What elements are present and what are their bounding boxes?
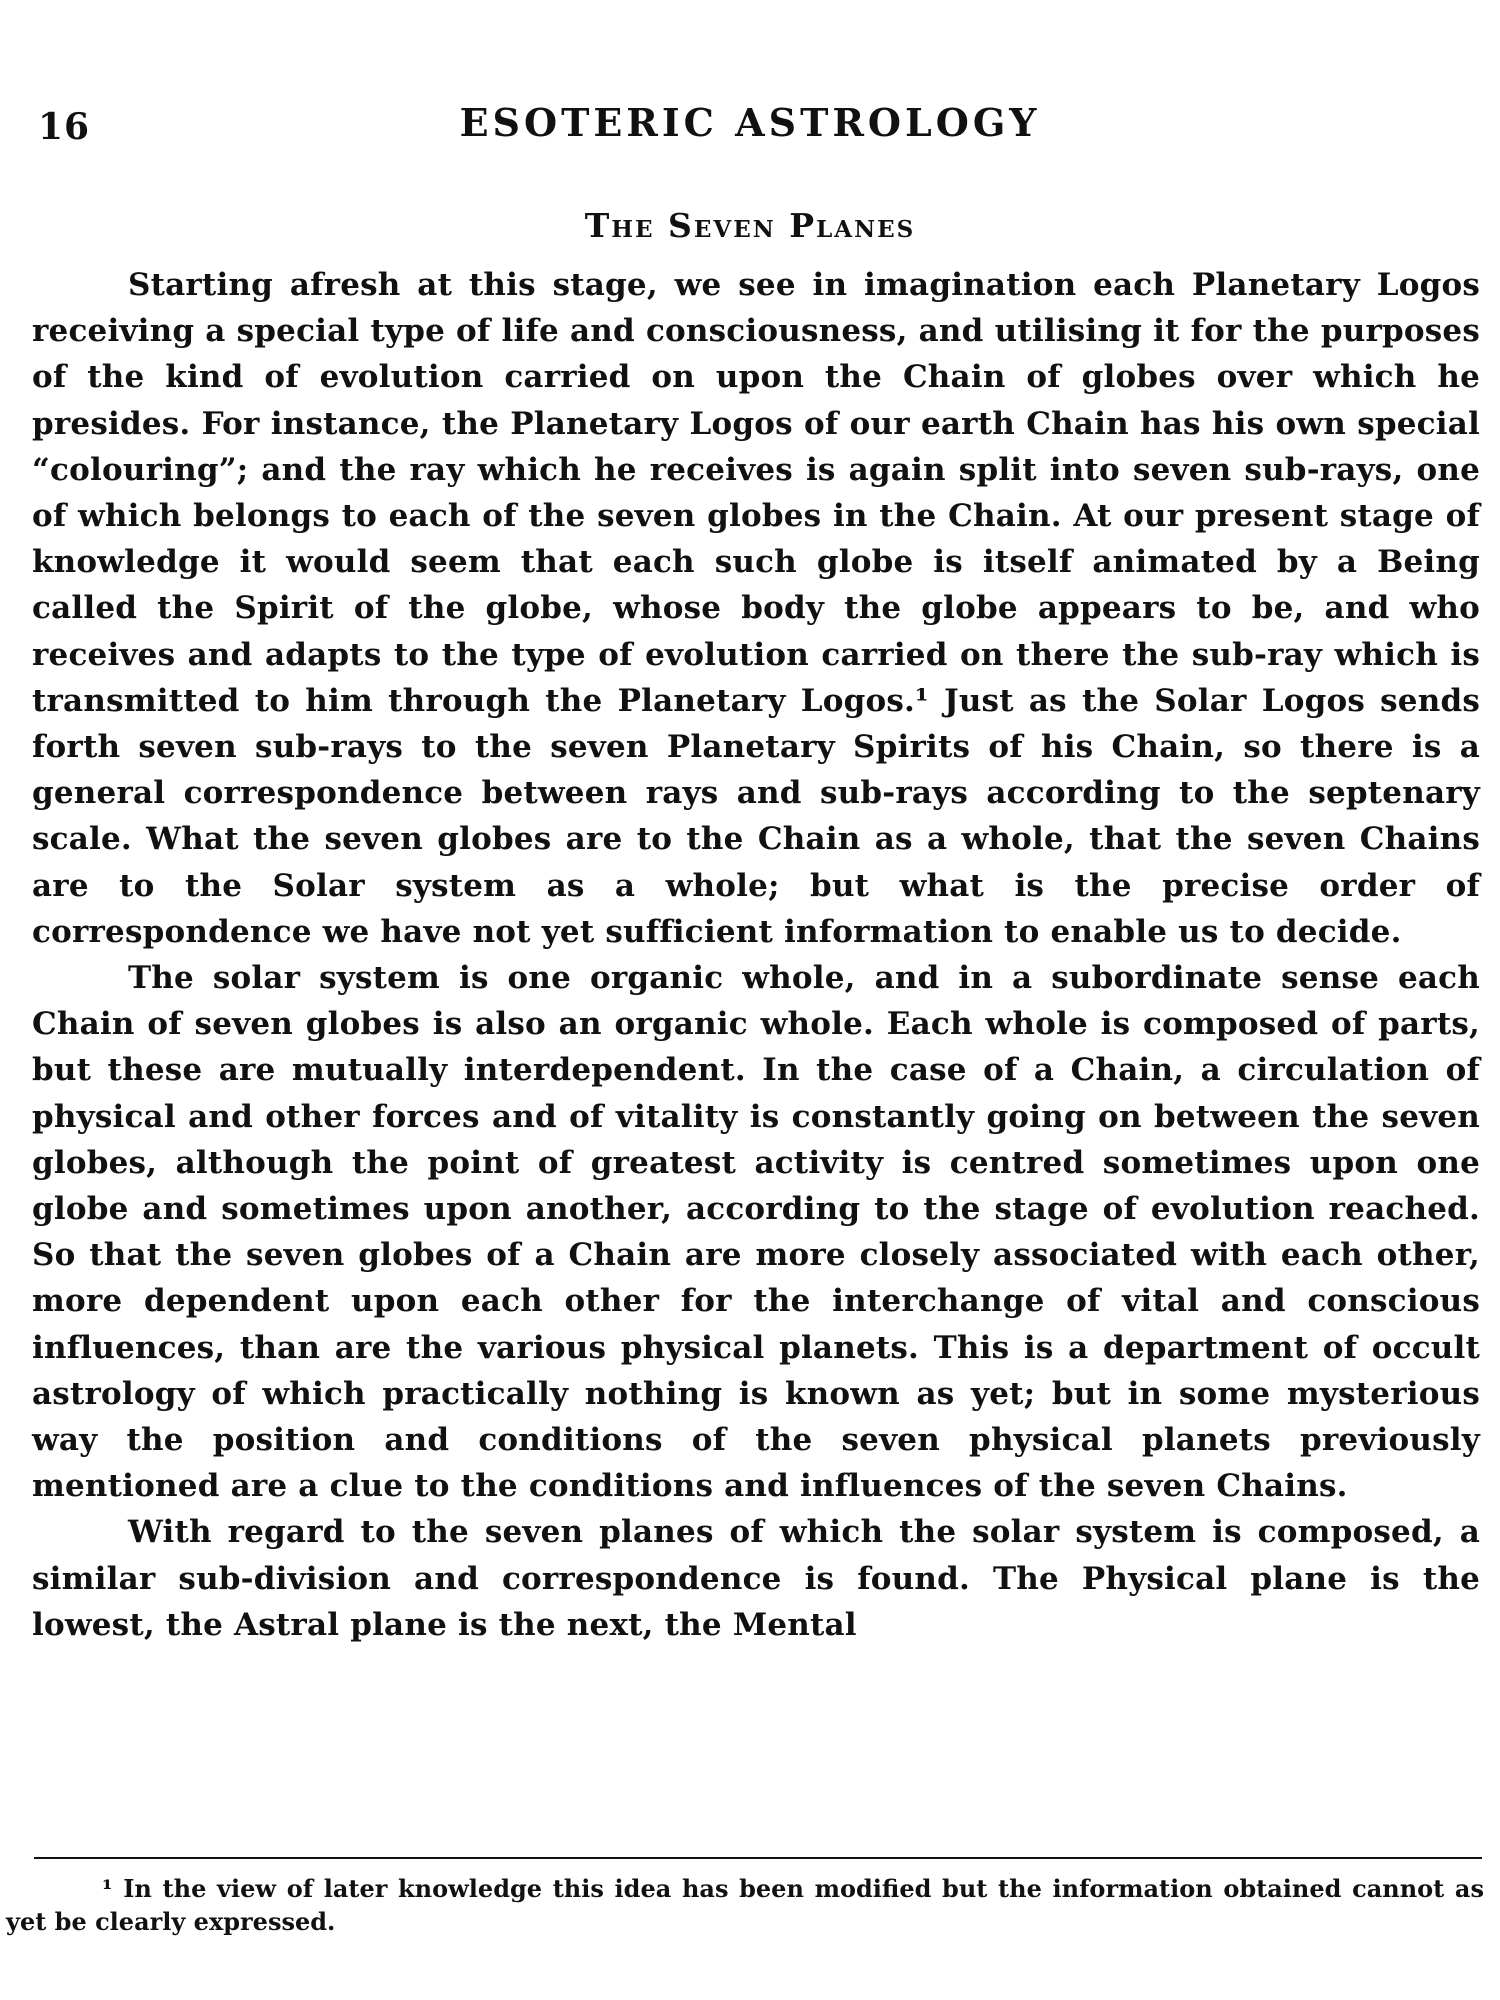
paragraph-3: With regard to the seven planes of which the solar system is composed, a similar sub-division and correspondence is found. The Physical plane is the lowest, the Astral plane is the next, the Mental [32, 1514, 1480, 1643]
footnote: ¹ In the view of later knowledge this idea has been modified but the information obtained cannot as yet be clearly expressed. [6, 1874, 1484, 1936]
footnote-rule [34, 1857, 1482, 1859]
section-title: The Seven Planes [584, 206, 916, 245]
body-text [32, 262, 1480, 1648]
running-head: ESOTERIC ASTROLOGY [459, 100, 1041, 145]
page-number: 16 [38, 106, 91, 148]
paragraph-1: Starting afresh at this stage, we see in imagination each Planetary Logos receiving a special type of life and consciousness, and utilising it for the purposes of the kind of evolution carried on upon the Chain of globes over which he presides. For instance, the Planetary Logos of our earth Chain has his own special “colouring”; and the ray which he receives is again split into seven sub-rays, one of which belongs to each of the seven globes in the Chain. At our present stage of knowledge it would seem that each such globe is itself animated by a Being called the Spirit of the globe, whose body the globe appears to be, and who receives and adapts to the type of evolution carried on there the sub-ray which is transmitted to him through the Planetary Logos.¹ Just as the Solar Logos sends forth seven sub-rays to the seven Planetary Spirits of his Chain, so there is a general correspondence between rays and sub-rays according to the septenary scale. What the seven globes are to the Chain as a whole, that the seven Chains are to the Solar system as a whole; but what is the precise order of correspondence we have not yet sufficient information to enable us to decide. [32, 267, 1480, 950]
paragraph-2: The solar system is one organic whole, and in a subordinate sense each Chain of seven globes is also an organic whole. Each whole is composed of parts, but these are mutually interdependent. In the case of a Chain, a circulation of physical and other forces and of vitality is constantly going on between the seven globes, although the point of greatest activity is centred sometimes upon one globe and sometimes upon another, according to the stage of evolution reached. So that the seven globes of a Chain are more closely associated with each other, more dependent upon each other for the interchange of vital and conscious influences, than are the various physical planets. This is a department of occult astrology of which practically nothing is known as yet; but in some mysterious way the position and conditions of the seven physical planets previously mentioned are a clue to the conditions and influences of the seven Chains. [32, 960, 1480, 1505]
